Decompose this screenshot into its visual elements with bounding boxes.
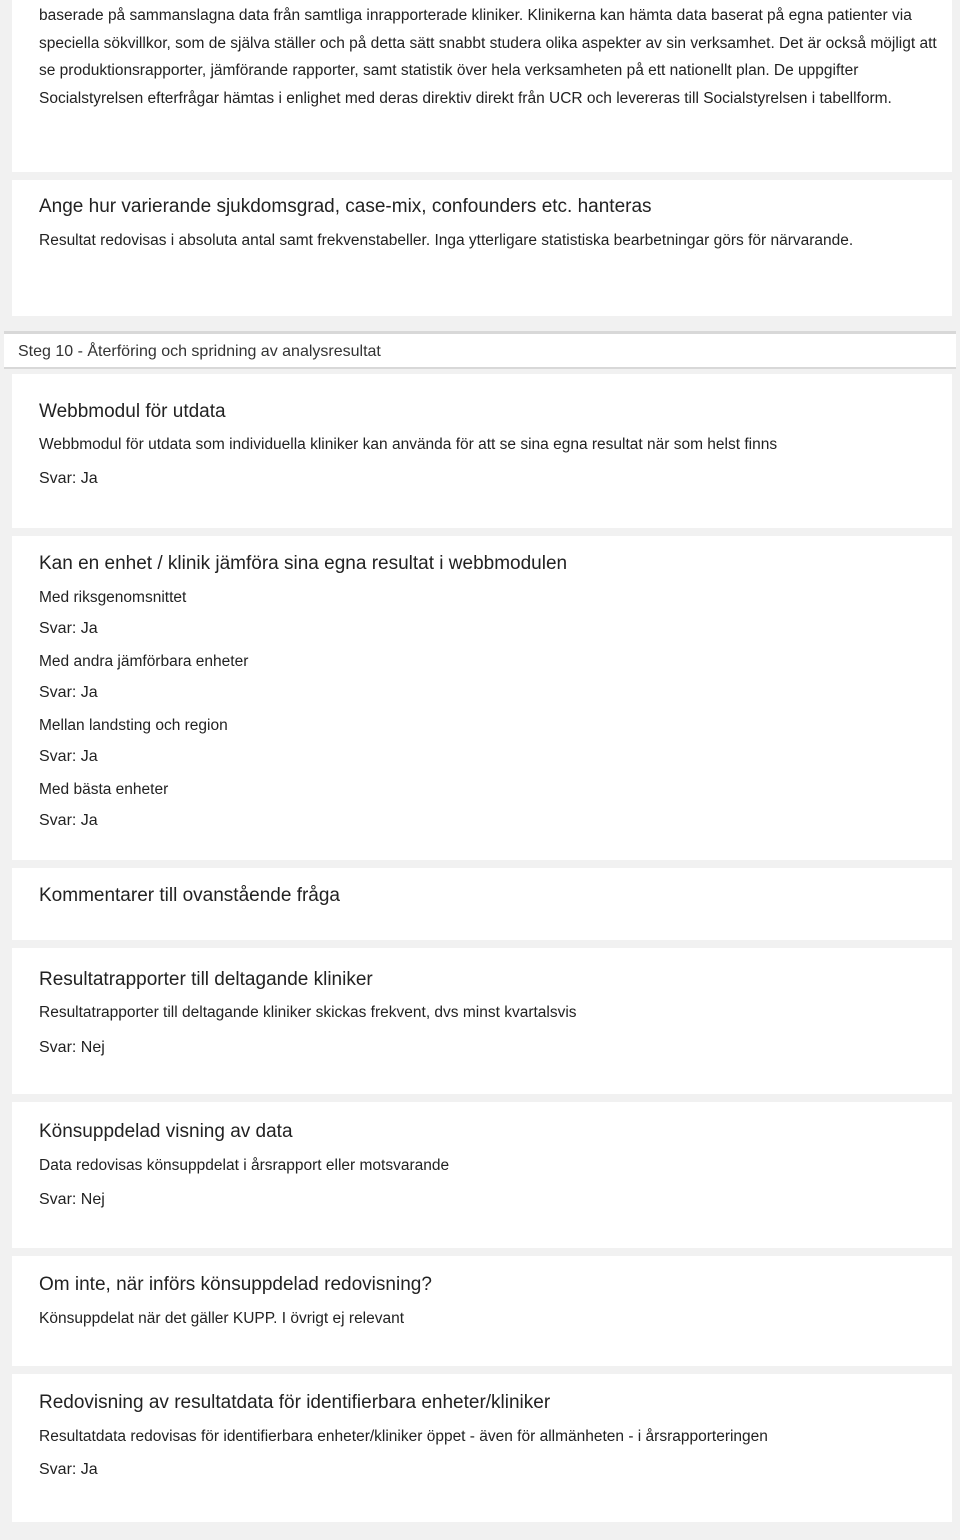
jamfora-title: Kan en enhet / klinik jämföra sina egna resultat i webbmodulen (39, 553, 568, 574)
case-mix-card (12, 180, 952, 316)
kommentarer-card (12, 868, 952, 940)
webbmodul-answer: Svar: Ja (39, 470, 98, 487)
jamfora-item-answer: Svar: Ja (39, 812, 98, 829)
jamfora-item-label: Med riksgenomsnittet (39, 589, 187, 606)
identifierbara-answer: Svar: Ja (39, 1461, 98, 1478)
case-mix-description: Resultat redovisas i absoluta antal samt frekvenstabeller. Inga ytterligare statistiska bearbetningar görs för närvarande. (39, 232, 854, 249)
konsuppdelad-description: Data redovisas könsuppdelat i årsrapport eller motsvarande (39, 1157, 450, 1174)
resultatrapporter-description: Resultatrapporter till deltagande kliniker skickas frekvent, dvs minst kvartalsvis (39, 1004, 577, 1021)
konsuppdelad-title: Könsuppdelad visning av data (39, 1121, 293, 1142)
kommentarer-title: Kommentarer till ovanstående fråga (39, 885, 340, 906)
resultatrapporter-card (12, 948, 952, 1094)
om-inte-card (12, 1256, 952, 1366)
case-mix-title: Ange hur varierande sjukdomsgrad, case-mix, confounders etc. hanteras (39, 196, 652, 217)
jamfora-item-answer: Svar: Ja (39, 620, 98, 637)
intro-paragraph: baserade på sammanslagna data från samtliga inrapporterade kliniker. Klinikerna kan hämta data baserat på egna patienter via speciella sökvillkor, som de själva ställer och på detta sätt snabbt studera olika aspekter av sin verksamhet. Det är också möjligt att se produktionsrapporter, jämförande rapporter, samt statistik över hela verksamheten på ett nationellt plan. De uppgifter Socialstyrelsen efterfrågar hämtas i enlighet med deras direktiv direkt från UCR och levereras till Socialstyrelsen i tabellform. (39, 7, 937, 107)
webbmodul-card (12, 374, 952, 528)
jamfora-item-label: Med bästa enheter (39, 781, 169, 798)
webbmodul-title: Webbmodul för utdata (39, 401, 226, 422)
resultatrapporter-answer: Svar: Nej (39, 1039, 105, 1056)
om-inte-title: Om inte, när införs könsuppdelad redovisning? (39, 1274, 432, 1295)
intro-card (12, 0, 952, 172)
identifierbara-title: Redovisning av resultatdata för identifierbara enheter/kliniker (39, 1392, 551, 1413)
konsuppdelad-answer: Svar: Nej (39, 1191, 105, 1208)
resultatrapporter-title: Resultatrapporter till deltagande kliniker (39, 969, 373, 990)
identifierbara-description: Resultatdata redovisas för identifierbara enheter/kliniker öppet - även för allmänheten - i årsrapporteringen (39, 1428, 768, 1445)
om-inte-description: Könsuppdelat när det gäller KUPP. I övrigt ej relevant (39, 1310, 405, 1327)
jamfora-card (12, 536, 952, 860)
step-header (4, 331, 956, 369)
jamfora-item-label: Mellan landsting och region (39, 717, 228, 734)
jamfora-item-label: Med andra jämförbara enheter (39, 653, 249, 670)
jamfora-item-answer: Svar: Ja (39, 684, 98, 701)
konsuppdelad-card (12, 1102, 952, 1248)
jamfora-item-answer: Svar: Ja (39, 748, 98, 765)
step-label: Steg 10 - Återföring och spridning av analysresultat (18, 343, 381, 360)
identifierbara-card (12, 1374, 952, 1522)
webbmodul-description: Webbmodul för utdata som individuella kliniker kan använda för att se sina egna resultat när som helst finns (39, 436, 778, 453)
